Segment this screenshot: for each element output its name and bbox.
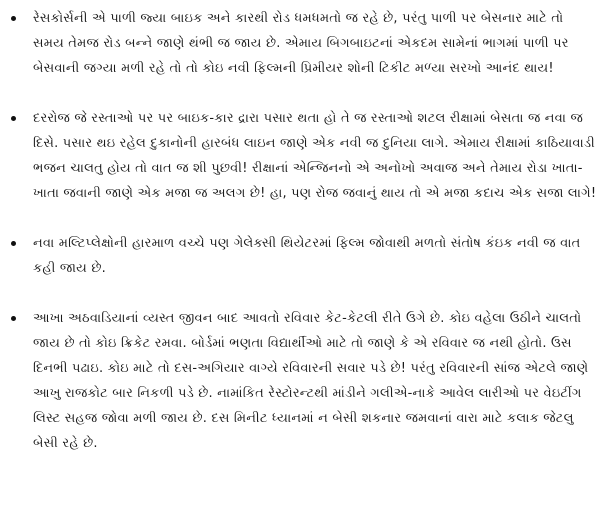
bullet-icon (11, 241, 16, 246)
paragraph-text: રેસકોર્સની એ પાળી જ્યા બાઇક અને કારથી રોડ ધમધમતો જ રહે છે, પરંતુ પાળી પર બેસનાર માટે તો સમય તેમજ રોડ બન્ને જાણે થંભી જ જાય છે. એમાય બિગબાઇટનાં એકદમ સામેનાં ભાગમાં પાળી પર બેસવાની જગ્યા મળી રહે તો તો કોઇ નવી ફિલ્મની પ્રિમીયર શોની ટિકીટ મળ્યા સરખો આનંદ થાય! (33, 11, 569, 76)
bullet-icon (11, 316, 16, 321)
bullet-list (0, 6, 602, 456)
list-item (0, 6, 602, 81)
paragraph-text: નવા મલ્ટિપ્લેક્ષોની હારમાળ વચ્ચે પણ ગેલેક્સી થિયેટરમાં ફિલ્મ જોવાથી મળતો સંતોષ કંઇક નવી જ વાત કહી જાય છે. (33, 236, 581, 276)
list-item (0, 306, 602, 456)
bullet-icon (11, 116, 16, 121)
list-item (0, 231, 602, 281)
list-item (0, 106, 602, 206)
paragraph-text: દરરોજ જે રસ્તાઓ પર પર બાઇક-કાર દ્રારા પસાર થતા હો તે જ રસ્તાઓ શટલ રીક્ષામાં બેસતા જ નવા જ દિસે. પસાર થઇ રહેલ દુકાનોની હારબંધ લાઇન જાણે એક નવી જ દુનિયા લાગે. એમાય રીક્ષામાં કાઠિયાવાડી ભજન ચાલતુ હોય તો વાત જ શી પુછવી! રીક્ષાનાં એન્જિનનો એ અનોખો અવાજ અને તેમાય રોડા ખાતા-ખાતા જવાની જાણે એક મજા જ અલગ છે! હા, પણ રોજ જવાનું થાય તો એ મજા કદાચ એક સજા લાગે! (33, 111, 597, 201)
bullet-icon (11, 16, 16, 21)
paragraph-text: આખા અઠવાડિયાનાં વ્યસ્ત જીવન બાદ આવતો રવિવાર કેટ-કેટલી રીતે ઉગે છે. કોઇ વહેલા ઉઠીને ચાલતો જાય છે તો કોઇ ક્રિકેટ રમવા. બોર્ડમાં ભણતા વિદ્યાર્થીઓ માટે તો જાણે કે એ રવિવાર જ નથી હોતો. ઉસ દિનભી પઢાઇ. કોઇ માટે તો દસ-અગિયાર વાગ્યે રવિવારની સવાર પડે છે! પરંતુ રવિવારની સાંજ એટલે જાણે આખુ રાજકોટ બાર નિકળી પડે છે. નામાંકિત રેસ્ટોરન્ટથી માંડીને ગલીએ-નાકે આવેલ લારીઓ પર વેઇટીંગ લિસ્ટ સહજ જોવા મળી જાય છે. દસ મિનીટ ધ્યાનમાં ન બેસી શકનાર જમવાનાં વારા માટે કલાક જેટલુ બેસી રહે છે. (33, 311, 589, 451)
document-body (0, 6, 602, 456)
